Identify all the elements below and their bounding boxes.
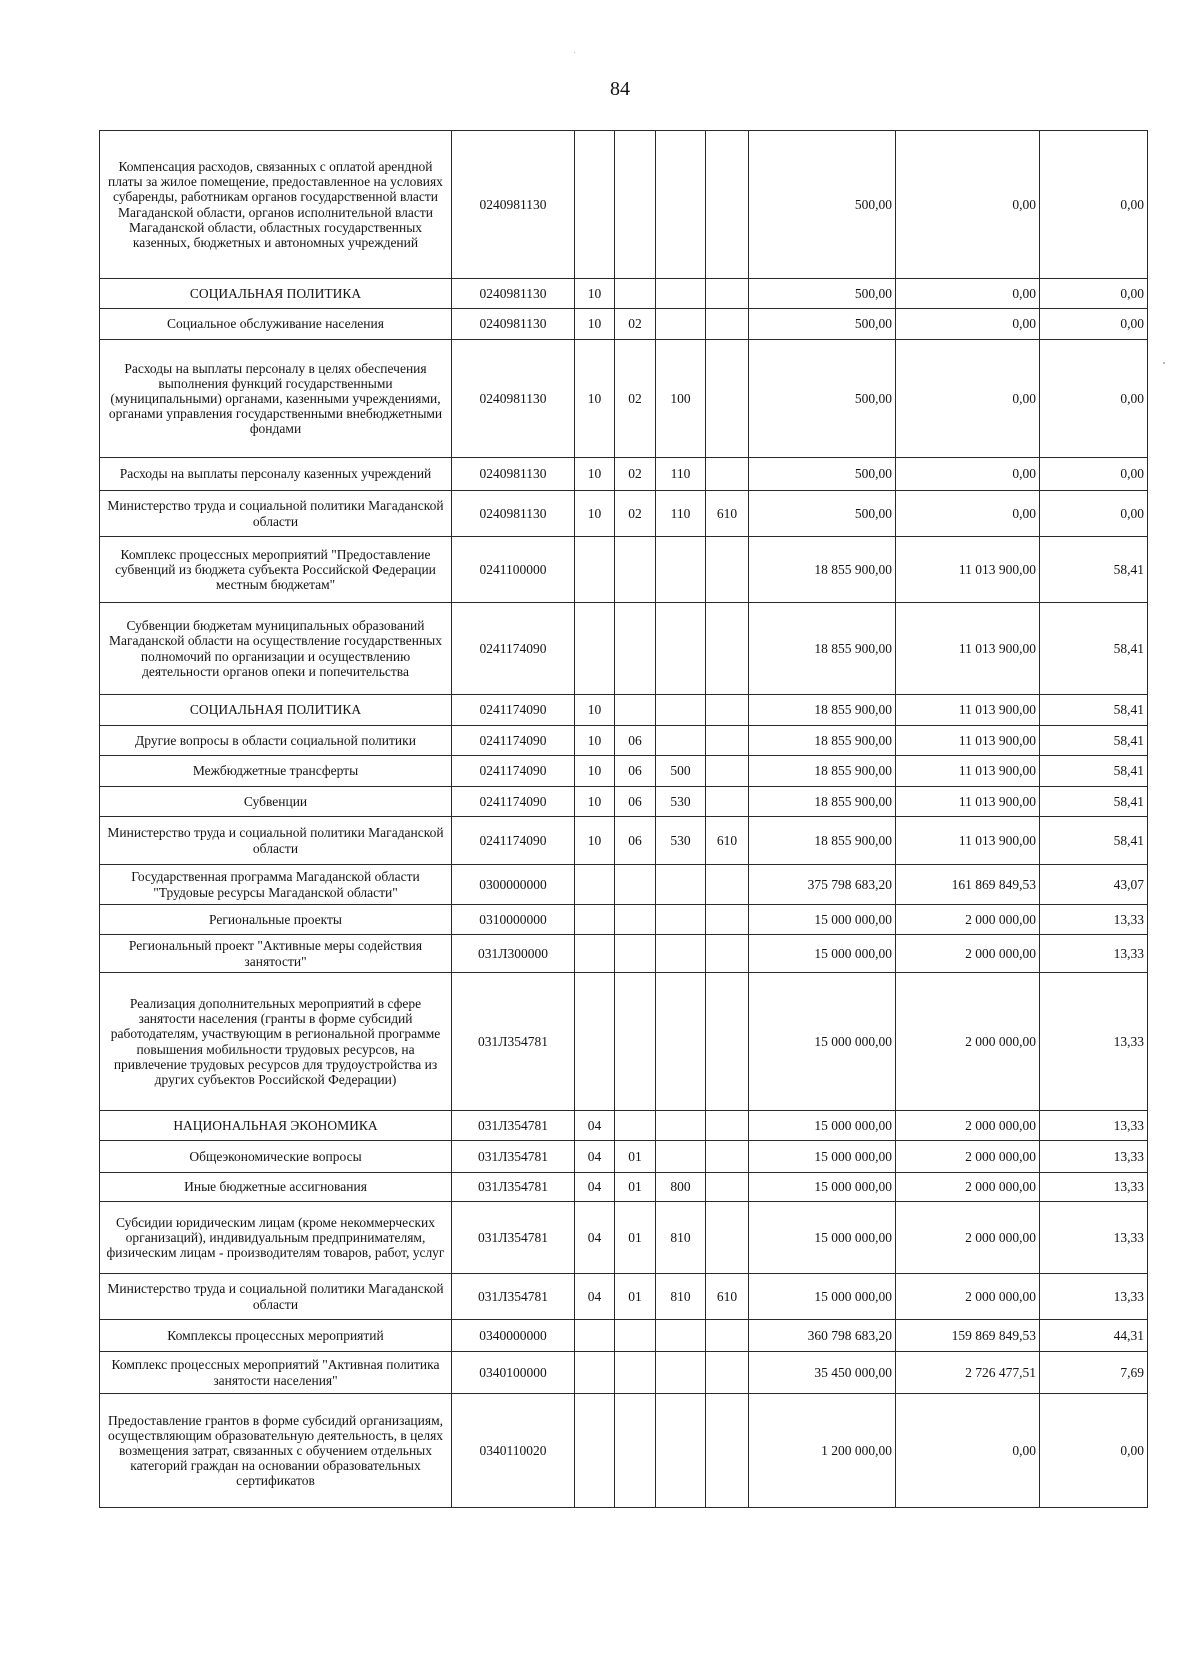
percent-cell: 0,00 bbox=[1040, 309, 1148, 340]
plan-amount-cell: 15 000 000,00 bbox=[749, 973, 896, 1111]
expense-type-cell: 530 bbox=[656, 817, 706, 865]
table-row bbox=[100, 1202, 1148, 1274]
target-code-cell: 0241100000 bbox=[452, 537, 575, 603]
target-code-cell: 031Л354781 bbox=[452, 1111, 575, 1141]
actual-amount-cell: 2 000 000,00 bbox=[896, 973, 1040, 1111]
row-name-cell: Социальное обслуживание населения bbox=[100, 309, 452, 340]
expense-type-cell bbox=[656, 1394, 706, 1508]
table-row bbox=[100, 458, 1148, 491]
table-row bbox=[100, 603, 1148, 695]
actual-amount-cell: 11 013 900,00 bbox=[896, 603, 1040, 695]
subsection-cell bbox=[615, 279, 656, 309]
actual-amount-cell: 2 000 000,00 bbox=[896, 1202, 1040, 1274]
subsection-cell bbox=[615, 1394, 656, 1508]
actual-amount-cell: 0,00 bbox=[896, 340, 1040, 458]
section-cell bbox=[575, 905, 615, 935]
expense-type-cell: 530 bbox=[656, 787, 706, 817]
grbs-cell bbox=[706, 1141, 749, 1173]
table-row bbox=[100, 1111, 1148, 1141]
actual-amount-cell: 11 013 900,00 bbox=[896, 817, 1040, 865]
actual-amount-cell: 2 000 000,00 bbox=[896, 1173, 1040, 1202]
target-code-cell: 0310000000 bbox=[452, 905, 575, 935]
grbs-cell bbox=[706, 309, 749, 340]
grbs-cell bbox=[706, 537, 749, 603]
percent-cell: 0,00 bbox=[1040, 131, 1148, 279]
row-name-cell: Расходы на выплаты персоналу казенных учреждений bbox=[100, 458, 452, 491]
actual-amount-cell: 11 013 900,00 bbox=[896, 695, 1040, 726]
expense-type-cell: 800 bbox=[656, 1173, 706, 1202]
percent-cell: 0,00 bbox=[1040, 279, 1148, 309]
percent-cell: 7,69 bbox=[1040, 1352, 1148, 1394]
section-cell: 10 bbox=[575, 817, 615, 865]
target-code-cell: 031Л354781 bbox=[452, 1173, 575, 1202]
grbs-cell bbox=[706, 756, 749, 787]
subsection-cell: 01 bbox=[615, 1202, 656, 1274]
target-code-cell: 0241174090 bbox=[452, 603, 575, 695]
expense-type-cell bbox=[656, 1141, 706, 1173]
actual-amount-cell: 11 013 900,00 bbox=[896, 756, 1040, 787]
expense-type-cell bbox=[656, 1320, 706, 1352]
row-name-cell: Компенсация расходов, связанных с оплатой арендной платы за жилое помещение, предоставленное на условиях субаренды, работникам органов государственной власти Магаданской области, органов исполнительной власти Магаданской области, областных государственных казенных, бюджетных и автономных учреждений bbox=[100, 131, 452, 279]
plan-amount-cell: 18 855 900,00 bbox=[749, 726, 896, 756]
subsection-cell: 02 bbox=[615, 309, 656, 340]
subsection-cell bbox=[615, 905, 656, 935]
expense-type-cell bbox=[656, 973, 706, 1111]
grbs-cell bbox=[706, 131, 749, 279]
row-name-cell: Министерство труда и социальной политики Магаданской области bbox=[100, 1274, 452, 1320]
percent-cell: 58,41 bbox=[1040, 726, 1148, 756]
grbs-cell: 610 bbox=[706, 817, 749, 865]
section-cell bbox=[575, 865, 615, 905]
expense-type-cell: 810 bbox=[656, 1274, 706, 1320]
row-name-cell: Министерство труда и социальной политики Магаданской области bbox=[100, 817, 452, 865]
table-row bbox=[100, 905, 1148, 935]
plan-amount-cell: 18 855 900,00 bbox=[749, 817, 896, 865]
plan-amount-cell: 500,00 bbox=[749, 491, 896, 537]
actual-amount-cell: 2 000 000,00 bbox=[896, 1111, 1040, 1141]
target-code-cell: 031Л300000 bbox=[452, 935, 575, 973]
expense-type-cell bbox=[656, 905, 706, 935]
percent-cell: 0,00 bbox=[1040, 1394, 1148, 1508]
section-cell bbox=[575, 1352, 615, 1394]
subsection-cell: 06 bbox=[615, 726, 656, 756]
table-row bbox=[100, 1141, 1148, 1173]
subsection-cell bbox=[615, 1352, 656, 1394]
actual-amount-cell: 0,00 bbox=[896, 491, 1040, 537]
target-code-cell: 0340110020 bbox=[452, 1394, 575, 1508]
plan-amount-cell: 15 000 000,00 bbox=[749, 905, 896, 935]
percent-cell: 44,31 bbox=[1040, 1320, 1148, 1352]
percent-cell: 58,41 bbox=[1040, 695, 1148, 726]
target-code-cell: 0241174090 bbox=[452, 756, 575, 787]
section-cell: 04 bbox=[575, 1111, 615, 1141]
target-code-cell: 0240981130 bbox=[452, 458, 575, 491]
plan-amount-cell: 15 000 000,00 bbox=[749, 935, 896, 973]
grbs-cell bbox=[706, 603, 749, 695]
table-row bbox=[100, 973, 1148, 1111]
section-cell bbox=[575, 935, 615, 973]
target-code-cell: 0241174090 bbox=[452, 787, 575, 817]
table-row bbox=[100, 695, 1148, 726]
subsection-cell: 06 bbox=[615, 817, 656, 865]
plan-amount-cell: 500,00 bbox=[749, 458, 896, 491]
plan-amount-cell: 15 000 000,00 bbox=[749, 1173, 896, 1202]
target-code-cell: 031Л354781 bbox=[452, 973, 575, 1111]
section-cell bbox=[575, 537, 615, 603]
target-code-cell: 0241174090 bbox=[452, 726, 575, 756]
percent-cell: 13,33 bbox=[1040, 905, 1148, 935]
section-cell: 10 bbox=[575, 756, 615, 787]
expense-type-cell bbox=[656, 1111, 706, 1141]
expense-type-cell bbox=[656, 935, 706, 973]
grbs-cell bbox=[706, 787, 749, 817]
section-cell: 04 bbox=[575, 1274, 615, 1320]
target-code-cell: 031Л354781 bbox=[452, 1274, 575, 1320]
expense-type-cell bbox=[656, 309, 706, 340]
subsection-cell bbox=[615, 537, 656, 603]
subsection-cell bbox=[615, 695, 656, 726]
section-cell bbox=[575, 1394, 615, 1508]
row-name-cell: Региональный проект "Активные меры содействия занятости" bbox=[100, 935, 452, 973]
expense-type-cell: 110 bbox=[656, 458, 706, 491]
plan-amount-cell: 15 000 000,00 bbox=[749, 1202, 896, 1274]
row-name-cell: Комплекс процессных мероприятий "Активная политика занятости населения" bbox=[100, 1352, 452, 1394]
grbs-cell bbox=[706, 1173, 749, 1202]
percent-cell: 0,00 bbox=[1040, 491, 1148, 537]
actual-amount-cell: 2 000 000,00 bbox=[896, 935, 1040, 973]
actual-amount-cell: 0,00 bbox=[896, 1394, 1040, 1508]
table-row bbox=[100, 756, 1148, 787]
row-name-cell: Иные бюджетные ассигнования bbox=[100, 1173, 452, 1202]
plan-amount-cell: 35 450 000,00 bbox=[749, 1352, 896, 1394]
plan-amount-cell: 18 855 900,00 bbox=[749, 537, 896, 603]
percent-cell: 58,41 bbox=[1040, 756, 1148, 787]
expense-type-cell bbox=[656, 1352, 706, 1394]
plan-amount-cell: 360 798 683,20 bbox=[749, 1320, 896, 1352]
section-cell: 10 bbox=[575, 309, 615, 340]
percent-cell: 43,07 bbox=[1040, 865, 1148, 905]
table-row bbox=[100, 787, 1148, 817]
percent-cell: 58,41 bbox=[1040, 787, 1148, 817]
percent-cell: 13,33 bbox=[1040, 1274, 1148, 1320]
actual-amount-cell: 11 013 900,00 bbox=[896, 726, 1040, 756]
actual-amount-cell: 0,00 bbox=[896, 309, 1040, 340]
grbs-cell bbox=[706, 865, 749, 905]
subsection-cell bbox=[615, 973, 656, 1111]
subsection-cell bbox=[615, 1320, 656, 1352]
grbs-cell bbox=[706, 1320, 749, 1352]
row-name-cell: Комплексы процессных мероприятий bbox=[100, 1320, 452, 1352]
scan-mark bbox=[574, 52, 575, 53]
row-name-cell: Министерство труда и социальной политики Магаданской области bbox=[100, 491, 452, 537]
section-cell bbox=[575, 1320, 615, 1352]
target-code-cell: 0240981130 bbox=[452, 340, 575, 458]
section-cell: 10 bbox=[575, 787, 615, 817]
subsection-cell: 01 bbox=[615, 1141, 656, 1173]
actual-amount-cell: 0,00 bbox=[896, 131, 1040, 279]
subsection-cell bbox=[615, 1111, 656, 1141]
section-cell: 04 bbox=[575, 1202, 615, 1274]
table-row bbox=[100, 1352, 1148, 1394]
row-name-cell: Региональные проекты bbox=[100, 905, 452, 935]
percent-cell: 58,41 bbox=[1040, 537, 1148, 603]
target-code-cell: 0240981130 bbox=[452, 491, 575, 537]
expense-type-cell bbox=[656, 865, 706, 905]
target-code-cell: 0240981130 bbox=[452, 279, 575, 309]
section-cell: 10 bbox=[575, 340, 615, 458]
actual-amount-cell: 161 869 849,53 bbox=[896, 865, 1040, 905]
grbs-cell bbox=[706, 935, 749, 973]
plan-amount-cell: 15 000 000,00 bbox=[749, 1274, 896, 1320]
row-name-cell: Государственная программа Магаданской области "Трудовые ресурсы Магаданской области" bbox=[100, 865, 452, 905]
percent-cell: 58,41 bbox=[1040, 817, 1148, 865]
target-code-cell: 031Л354781 bbox=[452, 1141, 575, 1173]
section-cell: 10 bbox=[575, 458, 615, 491]
section-cell bbox=[575, 131, 615, 279]
plan-amount-cell: 500,00 bbox=[749, 309, 896, 340]
table-row bbox=[100, 131, 1148, 279]
subsection-cell bbox=[615, 865, 656, 905]
subsection-cell: 02 bbox=[615, 458, 656, 491]
percent-cell: 0,00 bbox=[1040, 458, 1148, 491]
table-row bbox=[100, 491, 1148, 537]
table-row bbox=[100, 279, 1148, 309]
plan-amount-cell: 15 000 000,00 bbox=[749, 1141, 896, 1173]
subsection-cell: 06 bbox=[615, 787, 656, 817]
percent-cell: 13,33 bbox=[1040, 1111, 1148, 1141]
subsection-cell bbox=[615, 131, 656, 279]
actual-amount-cell: 2 000 000,00 bbox=[896, 905, 1040, 935]
actual-amount-cell: 2 000 000,00 bbox=[896, 1141, 1040, 1173]
expense-type-cell: 110 bbox=[656, 491, 706, 537]
expense-type-cell bbox=[656, 726, 706, 756]
table-row bbox=[100, 1320, 1148, 1352]
subsection-cell: 01 bbox=[615, 1274, 656, 1320]
percent-cell: 13,33 bbox=[1040, 973, 1148, 1111]
page-number: 84 bbox=[610, 78, 630, 100]
target-code-cell: 0340000000 bbox=[452, 1320, 575, 1352]
row-name-cell: Реализация дополнительных мероприятий в сфере занятости населения (гранты в форме субсидий работодателям, участвующим в региональной программе повышения мобильности трудовых ресурсов, на привлечение трудовых ресурсов для трудоустройства из других субъектов Российской Федерации) bbox=[100, 973, 452, 1111]
percent-cell: 58,41 bbox=[1040, 603, 1148, 695]
section-cell: 10 bbox=[575, 726, 615, 756]
table-row bbox=[100, 537, 1148, 603]
percent-cell: 13,33 bbox=[1040, 1141, 1148, 1173]
grbs-cell bbox=[706, 340, 749, 458]
expense-type-cell bbox=[656, 695, 706, 726]
section-cell: 10 bbox=[575, 279, 615, 309]
plan-amount-cell: 500,00 bbox=[749, 340, 896, 458]
grbs-cell: 610 bbox=[706, 1274, 749, 1320]
table-row bbox=[100, 865, 1148, 905]
grbs-cell bbox=[706, 695, 749, 726]
row-name-cell: Другие вопросы в области социальной политики bbox=[100, 726, 452, 756]
plan-amount-cell: 1 200 000,00 bbox=[749, 1394, 896, 1508]
grbs-cell bbox=[706, 1111, 749, 1141]
table-row bbox=[100, 1274, 1148, 1320]
actual-amount-cell: 0,00 bbox=[896, 279, 1040, 309]
row-name-cell: НАЦИОНАЛЬНАЯ ЭКОНОМИКА bbox=[100, 1111, 452, 1141]
row-name-cell: Предоставление грантов в форме субсидий организациям, осуществляющим образовательную деятельность, в целях возмещения затрат, связанных с обучением отдельных категорий граждан на основании образовательных сертификатов bbox=[100, 1394, 452, 1508]
table-row bbox=[100, 817, 1148, 865]
table-row bbox=[100, 1173, 1148, 1202]
expense-type-cell bbox=[656, 537, 706, 603]
grbs-cell bbox=[706, 1394, 749, 1508]
grbs-cell bbox=[706, 1352, 749, 1394]
target-code-cell: 0240981130 bbox=[452, 131, 575, 279]
expense-type-cell: 100 bbox=[656, 340, 706, 458]
percent-cell: 0,00 bbox=[1040, 340, 1148, 458]
plan-amount-cell: 18 855 900,00 bbox=[749, 603, 896, 695]
expense-type-cell: 500 bbox=[656, 756, 706, 787]
section-cell: 10 bbox=[575, 695, 615, 726]
plan-amount-cell: 18 855 900,00 bbox=[749, 756, 896, 787]
grbs-cell bbox=[706, 905, 749, 935]
plan-amount-cell: 18 855 900,00 bbox=[749, 787, 896, 817]
plan-amount-cell: 375 798 683,20 bbox=[749, 865, 896, 905]
subsection-cell bbox=[615, 603, 656, 695]
row-name-cell: Межбюджетные трансферты bbox=[100, 756, 452, 787]
section-cell bbox=[575, 603, 615, 695]
budget-table bbox=[99, 130, 1148, 1508]
target-code-cell: 0241174090 bbox=[452, 695, 575, 726]
target-code-cell: 0340100000 bbox=[452, 1352, 575, 1394]
plan-amount-cell: 15 000 000,00 bbox=[749, 1111, 896, 1141]
subsection-cell: 02 bbox=[615, 340, 656, 458]
expense-type-cell: 810 bbox=[656, 1202, 706, 1274]
actual-amount-cell: 11 013 900,00 bbox=[896, 787, 1040, 817]
table-row bbox=[100, 935, 1148, 973]
target-code-cell: 031Л354781 bbox=[452, 1202, 575, 1274]
grbs-cell bbox=[706, 458, 749, 491]
target-code-cell: 0240981130 bbox=[452, 309, 575, 340]
target-code-cell: 0241174090 bbox=[452, 817, 575, 865]
grbs-cell bbox=[706, 973, 749, 1111]
plan-amount-cell: 18 855 900,00 bbox=[749, 695, 896, 726]
actual-amount-cell: 2 000 000,00 bbox=[896, 1274, 1040, 1320]
actual-amount-cell: 2 726 477,51 bbox=[896, 1352, 1040, 1394]
subsection-cell: 01 bbox=[615, 1173, 656, 1202]
expense-type-cell bbox=[656, 603, 706, 695]
percent-cell: 13,33 bbox=[1040, 1202, 1148, 1274]
actual-amount-cell: 159 869 849,53 bbox=[896, 1320, 1040, 1352]
grbs-cell bbox=[706, 726, 749, 756]
table-row bbox=[100, 1394, 1148, 1508]
scan-mark bbox=[1163, 362, 1165, 364]
row-name-cell: Общеэкономические вопросы bbox=[100, 1141, 452, 1173]
plan-amount-cell: 500,00 bbox=[749, 279, 896, 309]
grbs-cell bbox=[706, 1202, 749, 1274]
row-name-cell: Расходы на выплаты персоналу в целях обеспечения выполнения функций государственными (муниципальными) органами, казенными учреждениями, органами управления государственными внебюджетными фондами bbox=[100, 340, 452, 458]
subsection-cell: 06 bbox=[615, 756, 656, 787]
row-name-cell: Комплекс процессных мероприятий "Предоставление субвенций из бюджета субъекта Российской Федерации местным бюджетам" bbox=[100, 537, 452, 603]
expense-type-cell bbox=[656, 279, 706, 309]
plan-amount-cell: 500,00 bbox=[749, 131, 896, 279]
section-cell bbox=[575, 973, 615, 1111]
budget-table-body bbox=[100, 131, 1148, 1508]
table-row bbox=[100, 340, 1148, 458]
grbs-cell: 610 bbox=[706, 491, 749, 537]
actual-amount-cell: 11 013 900,00 bbox=[896, 537, 1040, 603]
row-name-cell: Субвенции bbox=[100, 787, 452, 817]
actual-amount-cell: 0,00 bbox=[896, 458, 1040, 491]
table-row bbox=[100, 309, 1148, 340]
row-name-cell: СОЦИАЛЬНАЯ ПОЛИТИКА bbox=[100, 279, 452, 309]
table-row bbox=[100, 726, 1148, 756]
subsection-cell bbox=[615, 935, 656, 973]
target-code-cell: 0300000000 bbox=[452, 865, 575, 905]
grbs-cell bbox=[706, 279, 749, 309]
row-name-cell: Субсидии юридическим лицам (кроме некоммерческих организаций), индивидуальным предпринимателям, физическим лицам - производителям товаров, работ, услуг bbox=[100, 1202, 452, 1274]
subsection-cell: 02 bbox=[615, 491, 656, 537]
section-cell: 04 bbox=[575, 1173, 615, 1202]
section-cell: 10 bbox=[575, 491, 615, 537]
section-cell: 04 bbox=[575, 1141, 615, 1173]
percent-cell: 13,33 bbox=[1040, 1173, 1148, 1202]
row-name-cell: СОЦИАЛЬНАЯ ПОЛИТИКА bbox=[100, 695, 452, 726]
row-name-cell: Субвенции бюджетам муниципальных образований Магаданской области на осуществление государственных полномочий по организации и осуществлению деятельности органов опеки и попечительства bbox=[100, 603, 452, 695]
percent-cell: 13,33 bbox=[1040, 935, 1148, 973]
expense-type-cell bbox=[656, 131, 706, 279]
